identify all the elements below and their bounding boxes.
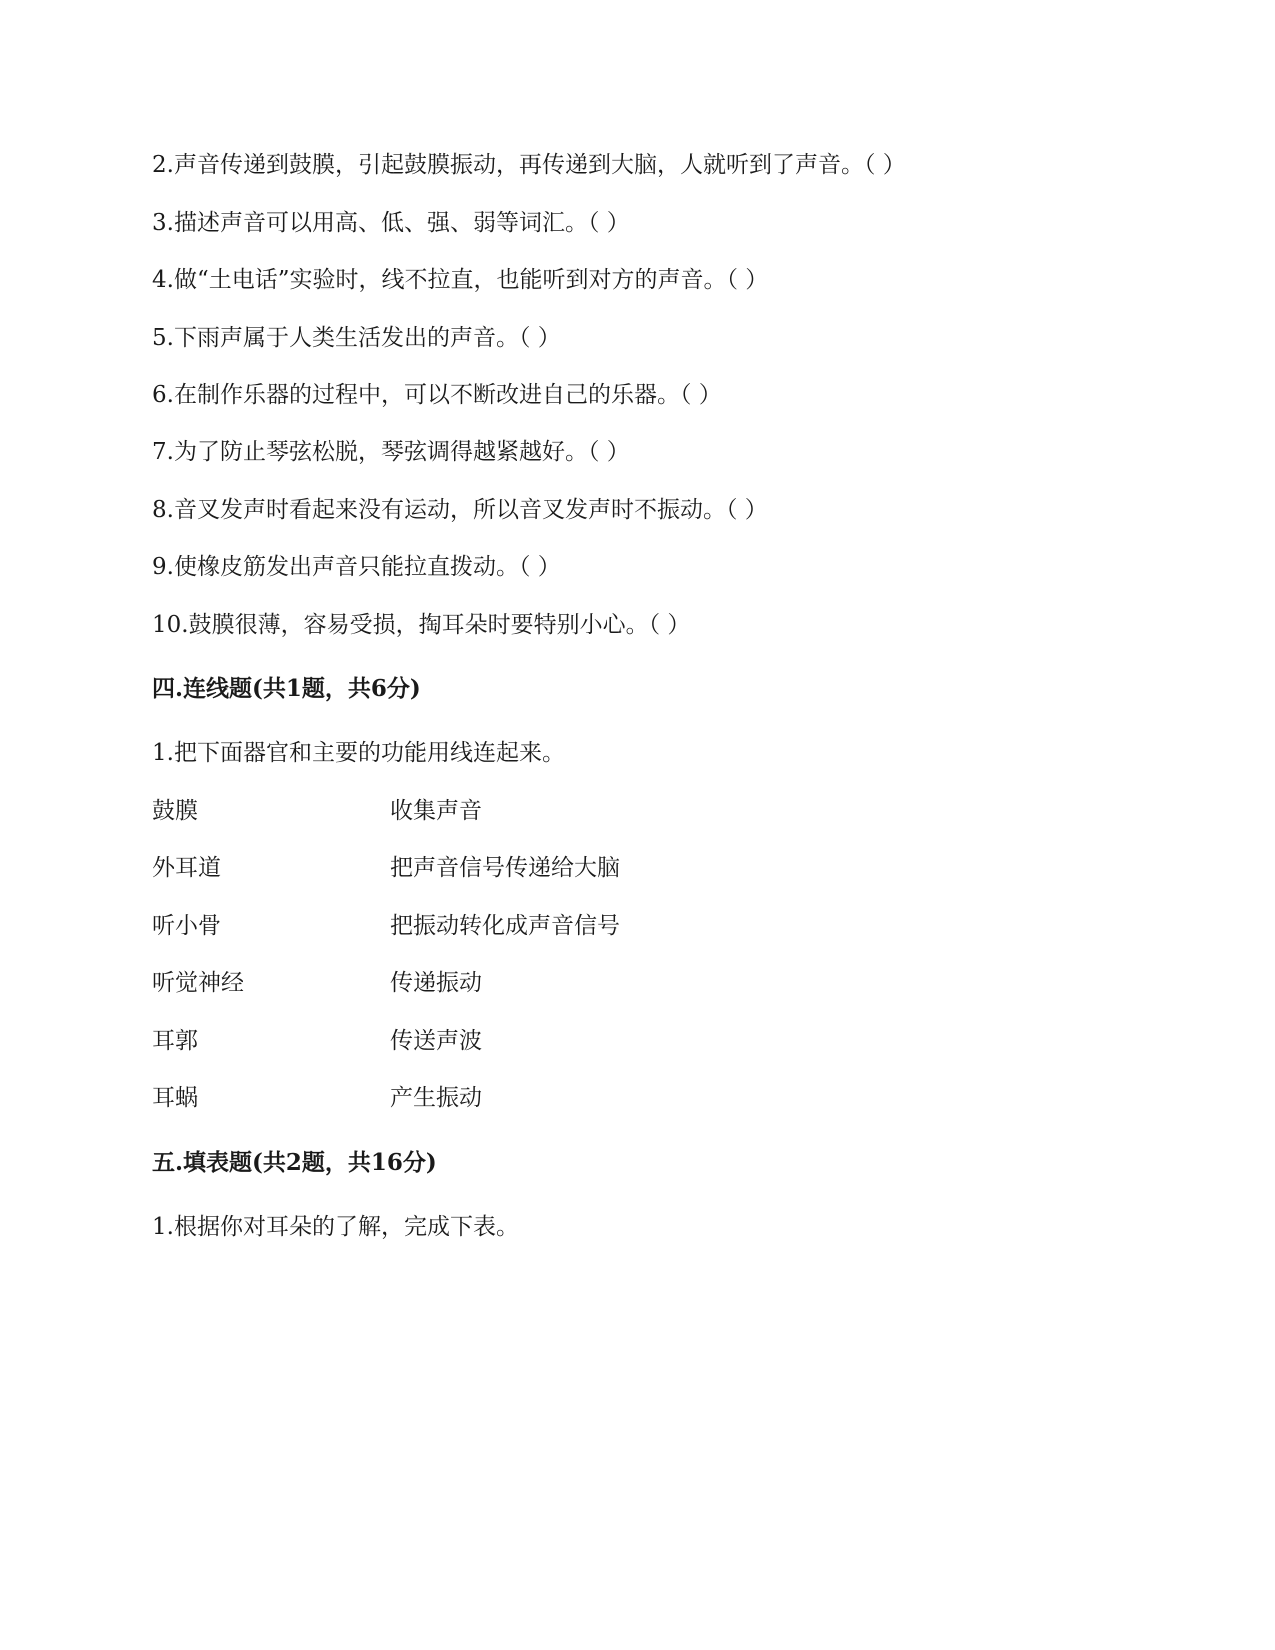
judgment-item-8: 8.音叉发声时看起来没有运动，所以音叉发声时不振动。（ ） <box>152 497 768 523</box>
judgment-item-7: 7.为了防止琴弦松脱，琴弦调得越紧越好。（ ） <box>152 439 630 465</box>
judgment-item-5: 5.下雨声属于人类生活发出的声音。（ ） <box>152 325 561 351</box>
table-question: 1.根据你对耳朵的了解，完成下表。 <box>152 1214 519 1240</box>
judgment-item-10: 10.鼓膜很薄，容易受损，掏耳朵时要特别小心。（ ） <box>152 612 691 638</box>
function-label: 传递振动 <box>390 970 482 996</box>
judgment-item-6: 6.在制作乐器的过程中，可以不断改进自己的乐器。（ ） <box>152 382 722 408</box>
function-label: 把声音信号传递给大脑 <box>390 855 620 881</box>
judgment-item-3: 3.描述声音可以用高、低、强、弱等词汇。（ ） <box>152 210 630 236</box>
organ-label: 鼓膜 <box>152 798 198 824</box>
organ-label: 外耳道 <box>152 855 221 881</box>
function-label: 传送声波 <box>390 1028 482 1054</box>
section-4-heading: 四.连线题(共1题，共6分) <box>152 675 421 702</box>
function-label: 把振动转化成声音信号 <box>390 913 620 939</box>
judgment-item-4: 4.做“土电话”实验时，线不拉直，也能听到对方的声音。（ ） <box>152 267 769 293</box>
organ-label: 听小骨 <box>152 913 221 939</box>
judgment-item-2: 2.声音传递到鼓膜，引起鼓膜振动，再传递到大脑，人就听到了声音。（ ） <box>152 152 906 178</box>
organ-label: 耳蜗 <box>152 1085 198 1111</box>
function-label: 收集声音 <box>390 798 482 824</box>
function-label: 产生振动 <box>390 1085 482 1111</box>
matching-question: 1.把下面器官和主要的功能用线连起来。 <box>152 740 565 766</box>
section-5-heading: 五.填表题(共2题，共16分) <box>152 1149 437 1176</box>
organ-label: 听觉神经 <box>152 970 244 996</box>
judgment-item-9: 9.使橡皮筋发出声音只能拉直拨动。（ ） <box>152 554 561 580</box>
organ-label: 耳郭 <box>152 1028 198 1054</box>
